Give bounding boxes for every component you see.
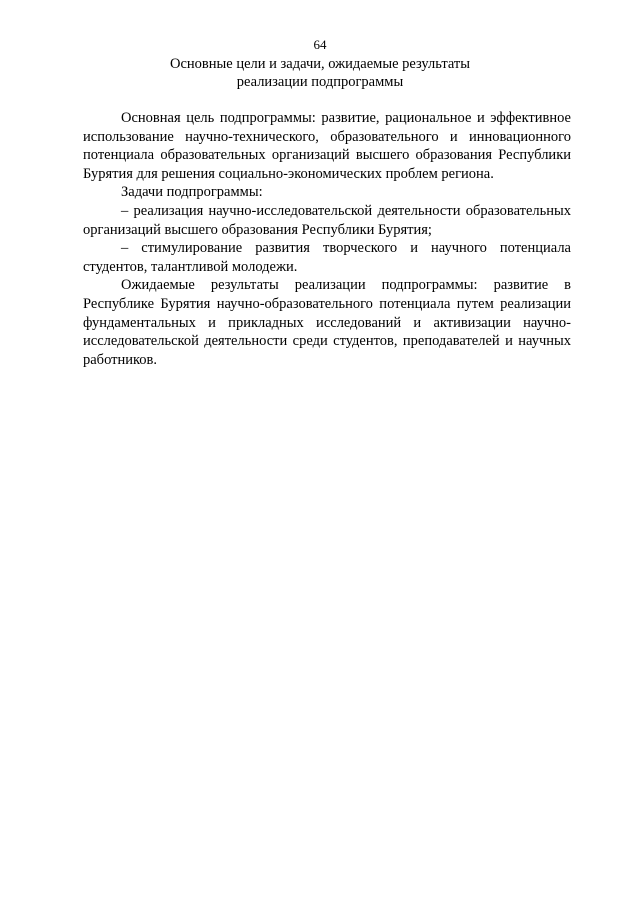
- paragraph-tasks-heading: Задачи подпрограммы:: [121, 184, 263, 201]
- section-heading-line-1: Основные цели и задачи, ожидаемые результаты: [170, 56, 470, 72]
- paragraph-task-2: – стимулирование развития творческого и научного потенциала студентов, талантливой молодежи.: [83, 240, 571, 275]
- document-body: [83, 109, 571, 369]
- paragraph-expected-results: Ожидаемые результаты реализации подпрограммы: развитие в Республике Бурятия научно-образовательного потенциала путем реализации фундаментальных и прикладных исследований и активизации научно-исследовательской деятельности среди студентов, преподавателей и научных работников.: [83, 277, 571, 368]
- page-number: 64: [313, 37, 327, 52]
- paragraph-task-1: – реализация научно-исследовательской деятельности образовательных организаций высшего образования Республики Бурятия;: [83, 202, 571, 238]
- section-heading-line-2: реализации подпрограммы: [236, 74, 404, 90]
- paragraph-main-goal: Основная цель подпрограммы: развитие, рациональное и эффективное использование научно-технического, образовательного и инновационного потенциала образовательных организаций высшего образования Республики Бурятия для решения социально-экономических проблем региона.: [83, 110, 571, 182]
- section-heading: [130, 55, 510, 91]
